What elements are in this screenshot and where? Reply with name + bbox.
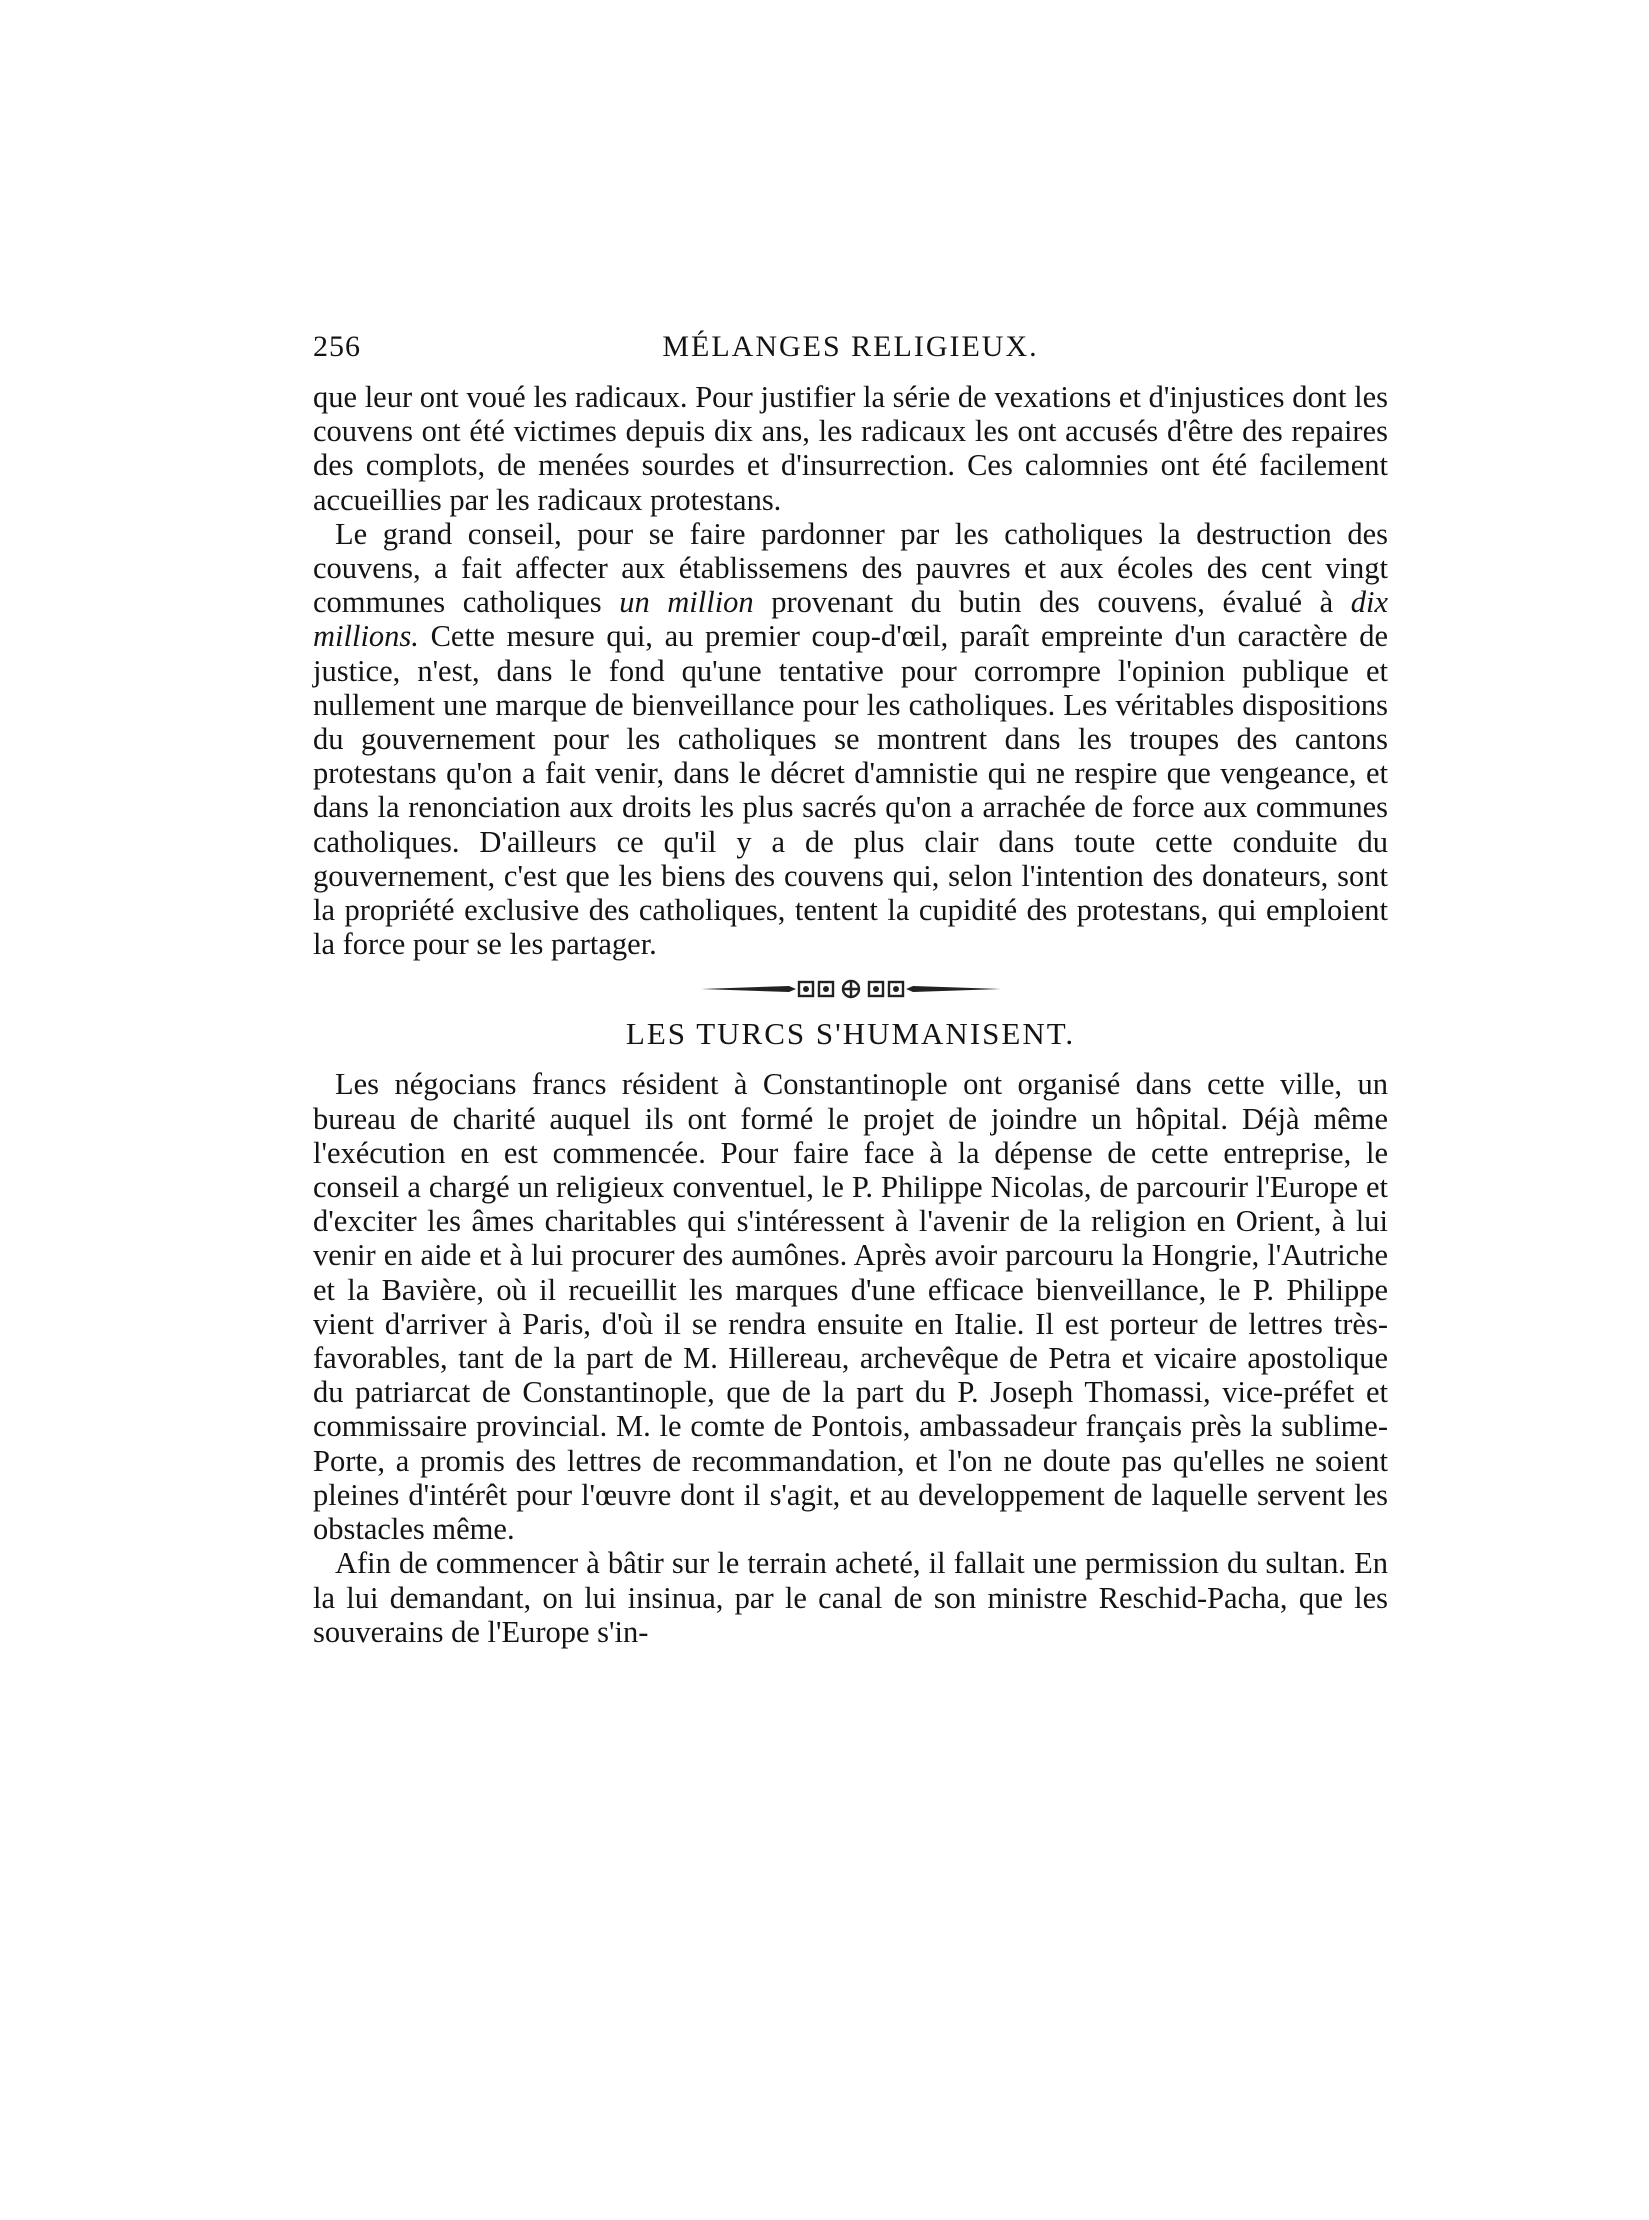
text-column — [313, 330, 1388, 1649]
paragraph — [313, 1067, 1388, 1546]
paragraph — [313, 517, 1388, 962]
text-run: que leur ont voué les radicaux. Pour justifier la série de vexations et d'injustices dont les couvens ont été victimes depuis dix ans, les radicaux les ont accusés d'être des repaires des complots, de menées sourdes et d'insurrection. Ces calomnies ont été facilement accueillies par les radicaux protestans. — [313, 380, 1388, 517]
ornament-rule-icon — [701, 979, 1001, 999]
text-run: Afin de commencer à bâtir sur le terrain acheté, il fallait une permission du sultan. En la lui demandant, on lui insinua, par le canal de son ministre Reschid-Pacha, que les souverains de l'Europe s'in- — [313, 1546, 1388, 1649]
text-run: Les négocians francs résident à Constantinople ont organisé dans cette ville, un bureau de charité auquel ils ont formé le projet de joindre un hôpital. Déjà même l'exécution en est commencée. Pour faire face à la dépense de cette entreprise, le conseil a chargé un religieux conventuel, le P. Philippe Nicolas, de parcourir l'Europe et d'exciter les âmes charitables qui s'intéressent à l'avenir de la religion en Orient, à lui venir en aide et à lui procurer des aumônes. Après avoir parcouru la Hongrie, l'Autriche et la Bavière, où il recueillit les marques d'une efficace bienveillance, le P. Philippe vient d'arriver à Paris, d'où il se rendra ensuite en Italie. Il est porteur de lettres très-favorables, tant de la part de M. Hillereau, archevêque de Petra et vicaire apostolique du patriarcat de Constantinople, que de la part du P. Joseph Thomassi, vice-préfet et commissaire provincial. M. le comte de Pontois, ambassadeur français près la sublime-Porte, a promis des lettres de recommandation, et l'on ne doute pas qu'elles ne soient pleines d'intérêt pour l'œuvre dont il s'agit, et au developpement de laquelle servent les obstacles même. — [313, 1067, 1388, 1547]
section-title: LES TURCS S'HUMANISENT. — [625, 1016, 1076, 1052]
text-run: Cette mesure qui, au premier coup-d'œil, paraît empreinte d'un caractère de justice, n'est, dans le fond qu'une tentative pour corrompre l'opinion publique et nullement une marque de bienveillance pour les catholiques. Les véritables dispositions du gouvernement pour les catholiques se montrent dans les troupes des cantons protestans qu'on a fait venir, dans le décret d'amnistie qui ne respire que vengeance, et dans la renonciation aux droits les plus sacrés qu'on a arrachée de force aux communes catholiques. D'ailleurs ce qu'il y a de plus clair dans toute cette conduite du gouvernement, c'est que les biens des couvens qui, selon l'intention des donateurs, sont la propriété exclusive des catholiques, tentent la cupidité des protestans, qui emploient la force pour se les partager. — [313, 619, 1388, 962]
text-run: provenant du butin des couvens, évalué à — [753, 585, 1351, 620]
paragraph — [313, 380, 1388, 517]
paragraph — [313, 1546, 1388, 1649]
article-body — [313, 1067, 1388, 1648]
article-continuation — [313, 380, 1388, 961]
page-number: 256 — [313, 330, 361, 363]
running-head — [313, 330, 1388, 380]
section-divider-ornament — [313, 967, 1388, 1011]
running-title: MÉLANGES RELIGIEUX. — [662, 330, 1039, 363]
text-run: Le grand conseil, pour se faire pardonner par les catholiques la destruction des couvens, a fait affecter aux établissemens des pauvres et aux écoles des cent vingt communes catholiques — [313, 516, 1388, 620]
italic-text: un million — [619, 585, 754, 620]
italic-text: dix millions. — [313, 585, 1389, 654]
